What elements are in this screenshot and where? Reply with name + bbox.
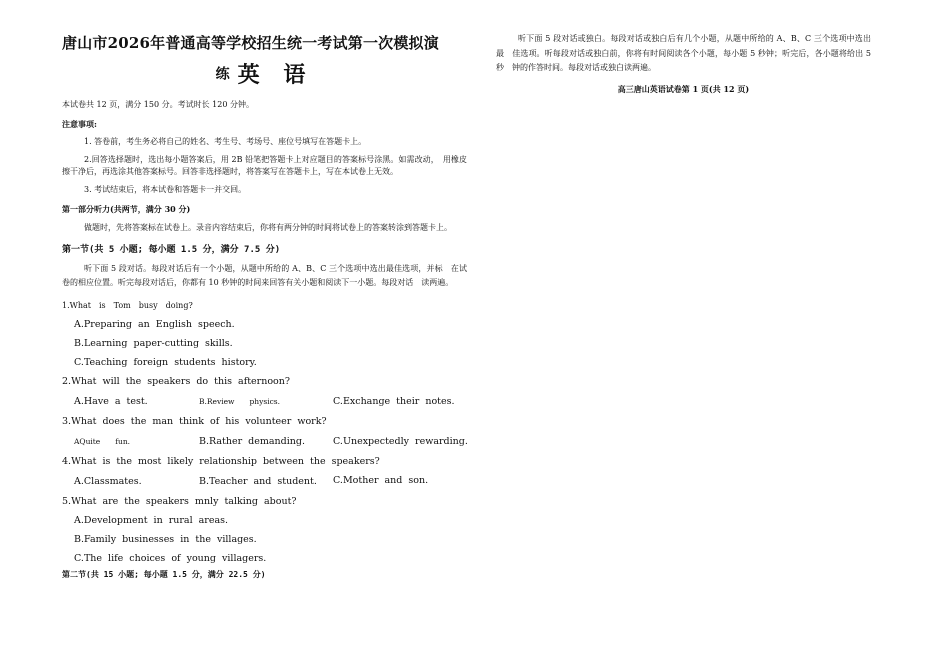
left-column [62,34,467,580]
subject-title: 英 语 [237,61,314,88]
option: B.Family businesses in the villages. [74,533,257,545]
section2-instructions: 听下面 5 段对话或独白。每段对话或独白后有几个小题，从题中所给的 A、B、C 三个选项中选出最 佳选项。听每段对话或独白前，你将有时间阅读各个小题，每小题 5 秒钟；听完后，各小题将给出 5 秒 钟的作答时间。每段对话或独白读两遍。 [496,34,871,72]
option: C.The life choices of young villagers. [74,552,267,564]
question-stem: 4.What is the most likely relationship between the speakers? [62,455,380,467]
option: B.Teacher and student. [199,475,317,487]
option-row [62,396,467,409]
right-column [496,32,871,95]
option-row [62,476,467,489]
option: AQuite fun. [74,436,131,446]
option: A.Have a test. [74,395,148,407]
option: B.Learning paper-cutting skills. [74,337,233,349]
exam-title-line2 [62,62,467,87]
option: A.Development in rural areas. [74,514,229,526]
part1-title: 第一部分听力(共两节，满分 30 分) [62,203,191,214]
section2-title: 第二节(共 15 小题; 每小题 1.5 分，满分 22.5 分) [62,569,266,579]
option: B.Review physics. [199,396,281,406]
exam-title: 唐山市2026年普通高等学校招生统一考试第一次模拟演 [62,34,439,52]
question-stem: 2.What will the speakers do this afternoon? [62,375,290,387]
question-stem: 3.What does the man think of his volunteer work? [62,415,327,427]
option: A.Classmates. [74,475,142,487]
option-row [62,436,467,449]
note-item: 2.回答选择题时，选出每小题答案后，用 2B 铅笔把答题卡上对应题目的答案标号涂黑。如需改动， 用橡皮擦干净后，再选涂其他答案标号。回答非选择题时，将答案写在答题卡上，写在本试卷上无效。 [62,154,467,176]
option: C.Exchange their notes. [333,395,455,407]
option: C.Unexpectedly rewarding. [333,435,468,447]
note-item: 1. 答卷前，考生务必将自己的姓名、考生号、考场号、座位号填写在答题卡上。 [84,136,367,146]
option: A.Preparing an English speech. [74,318,235,330]
note-item: 3. 考试结束后，将本试卷和答题卡一并交回。 [84,184,247,194]
option: C.Mother and son. [333,474,429,486]
exam-intro: 本试卷共 12 页，满分 150 分。考试时长 120 分钟。 [62,99,254,109]
title-suffix: 练 [215,66,230,83]
option: C.Teaching foreign students history. [74,356,257,368]
page-footer: 高三唐山英语试卷第 1 页(共 12 页) [617,83,750,94]
question-stem: 5.What are the speakers mnly talking about? [62,495,297,507]
notes-title: 注意事项: [62,118,97,129]
section1-title: 第一节(共 5 小题; 每小题 1.5 分，满分 7.5 分) [62,244,281,255]
question-stem: 1.What is Tom busy doing? [62,300,193,310]
part1-instructions: 做题时，先将答案标在试卷上。录音内容结束后，你将有两分钟的时间将试卷上的答案转涂到答题卡上。 [84,222,452,232]
option: B.Rather demanding. [199,435,305,447]
section1-instructions: 听下面 5 段对话。每段对话后有一个小题，从题中所给的 A、B、C 三个选项中选出最佳选项，并标 在试卷的相应位置。听完每段对话后，你都有 10 秒钟的时间来回答有关小题和阅读下一小题。每段对话 读两遍。 [62,263,467,287]
